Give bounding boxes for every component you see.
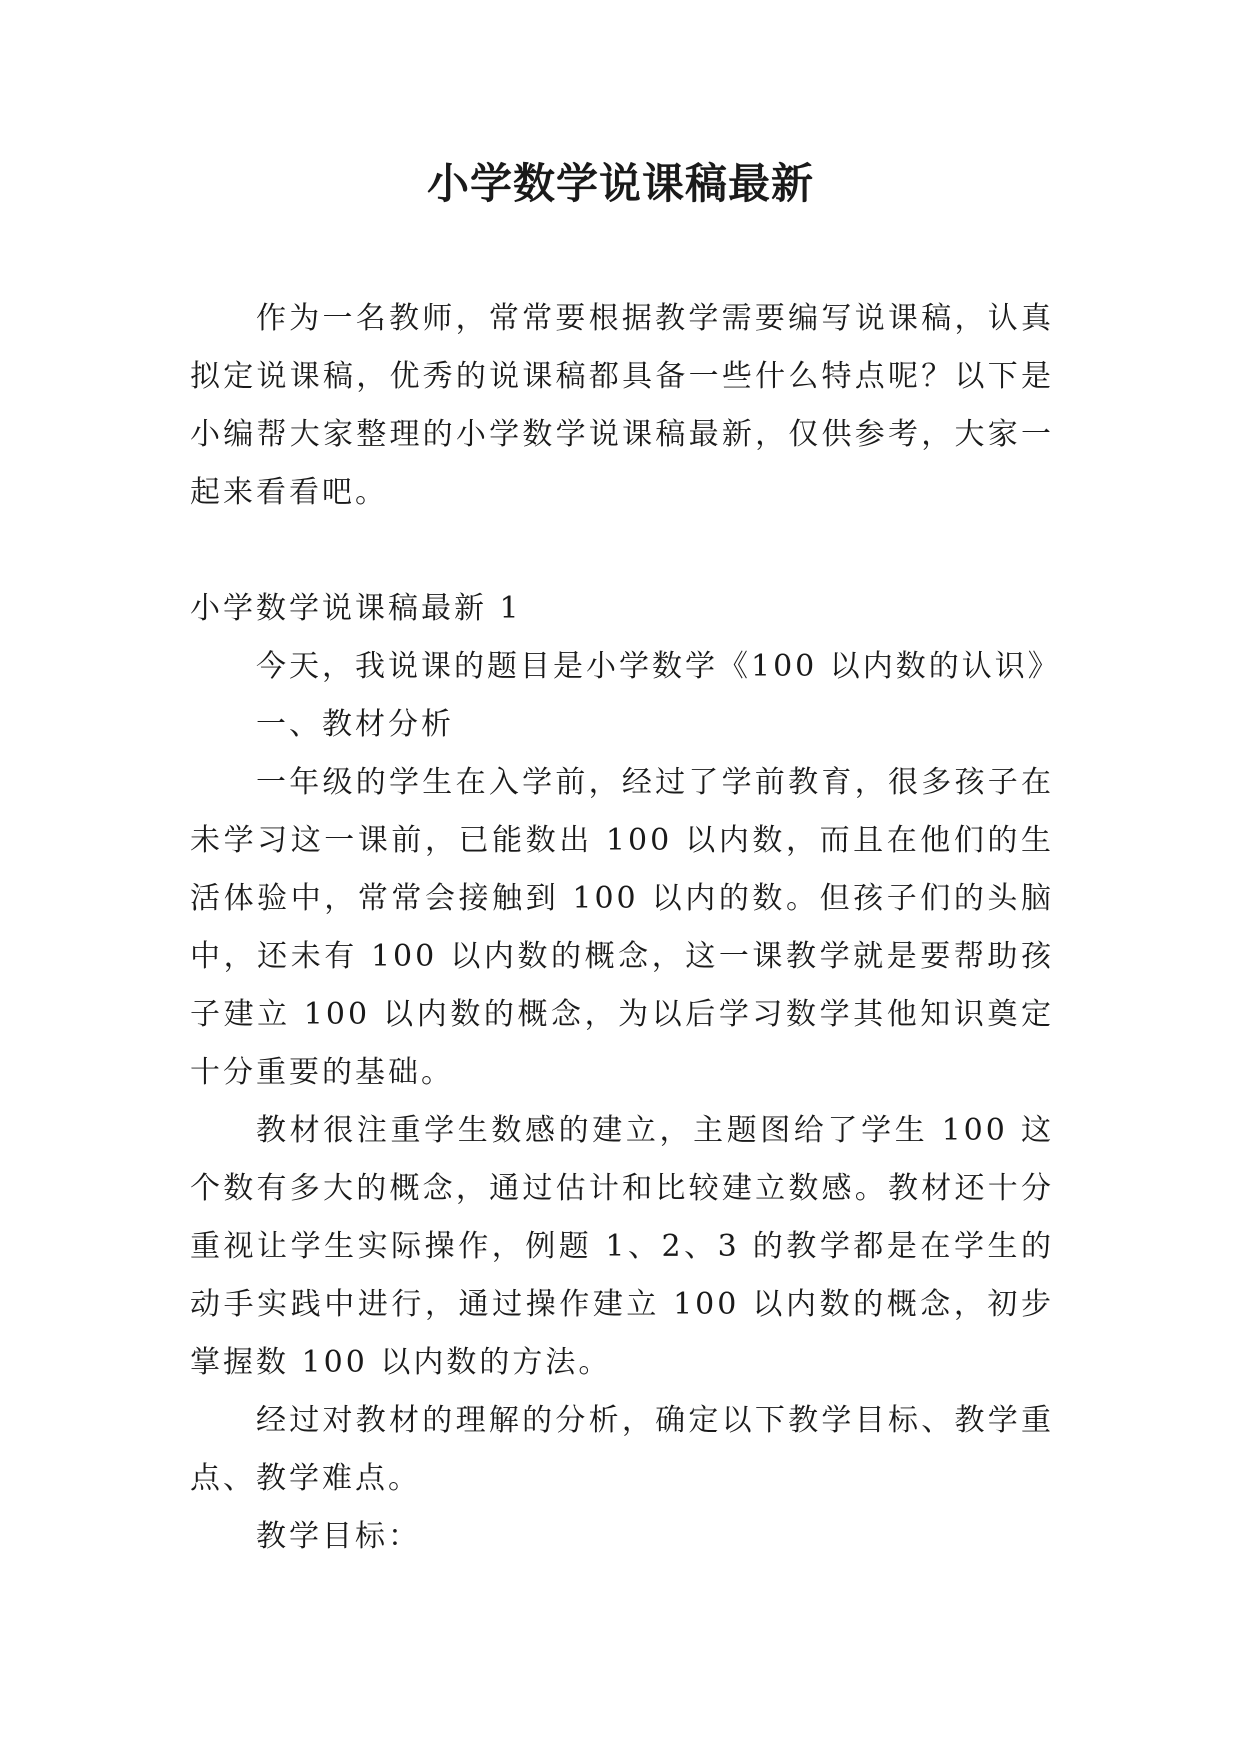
body-paragraph: 教材很注重学生数感的建立，主题图给了学生 100 这个数有多大的概念，通过估计和比较建立数感。教材还十分重视让学生实际操作，例题 1、2、3 的教学都是在学生的动手实践中进行，通过操作建立 100 以内数的概念，初步掌握数 100 以内数的方法。 (190, 1113, 1054, 1380)
paragraph-spacer (190, 522, 1054, 580)
intro-paragraph: 作为一名教师，常常要根据教学需要编写说课稿，认真拟定说课稿，优秀的说课稿都具备一些什么特点呢？以下是小编帮大家整理的小学数学说课稿最新，仅供参考，大家一起来看看吧。 (190, 301, 1054, 510)
body-paragraph: 一年级的学生在入学前，经过了学前教育，很多孩子在未学习这一课前，已能数出 100 以内数，而且在他们的生活体验中，常常会接触到 100 以内的数。但孩子们的头脑中，还未有 100 以内数的概念，这一课教学就是要帮助孩子建立 100 以内数的概念，为以后学习数学其他知识奠定十分重要的基础。 (190, 765, 1054, 1090)
document-body (190, 290, 1061, 1566)
document-title: 小学数学说课稿最新 (426, 159, 814, 208)
teaching-goals-heading: 教学目标： (256, 1519, 421, 1554)
lesson-topic-paragraph: 今天，我说课的题目是小学数学《100 以内数的认识》 (256, 649, 1061, 684)
section-heading: 小学数学说课稿最新 1 (190, 591, 522, 626)
body-paragraph: 经过对教材的理解的分析，确定以下教学目标、教学重点、教学难点。 (190, 1403, 1054, 1496)
subsection-heading: 一、教材分析 (256, 707, 454, 742)
